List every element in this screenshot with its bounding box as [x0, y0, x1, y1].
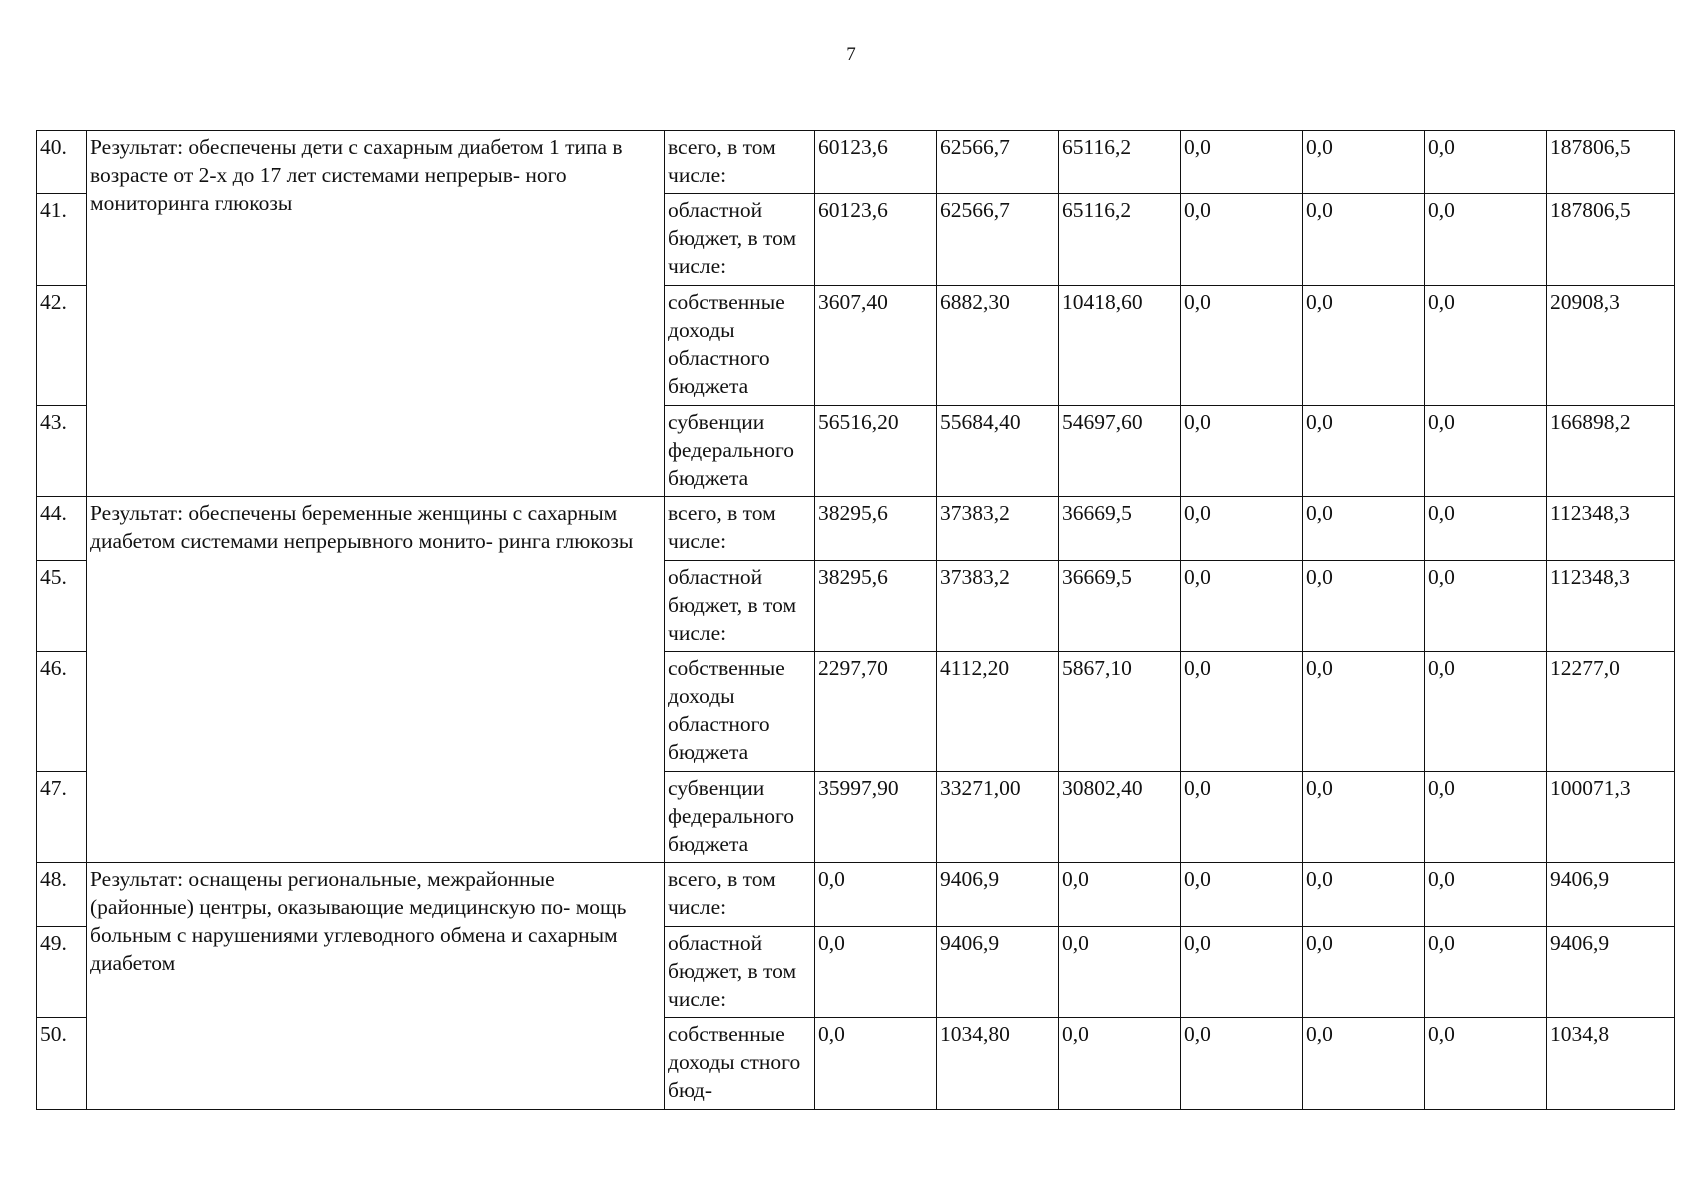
- value-cell: 3607,40: [815, 285, 937, 405]
- value-cell: 38295,6: [815, 497, 937, 560]
- value-cell: 60123,6: [815, 194, 937, 286]
- value-cell: 0,0: [1181, 131, 1303, 194]
- value-cell: 0,0: [1181, 497, 1303, 560]
- value-cell: 0,0: [1425, 771, 1547, 863]
- funding-source: всего, в том числе:: [665, 131, 815, 194]
- value-cell: 0,0: [1425, 560, 1547, 652]
- value-cell: 9406,9: [937, 863, 1059, 926]
- value-cell: 4112,20: [937, 652, 1059, 772]
- page-number: 7: [846, 44, 856, 65]
- funding-source: собственные доходы областного бюджета: [665, 285, 815, 405]
- result-description: Результат: обеспечены дети с сахарным диабетом 1 типа в возрасте от 2-х до 17 лет системами непрерыв- ного мониторинга глюкозы: [87, 131, 665, 497]
- row-number: 45.: [37, 560, 87, 652]
- value-cell: 35997,90: [815, 771, 937, 863]
- value-cell: 6882,30: [937, 285, 1059, 405]
- value-cell: 65116,2: [1059, 194, 1181, 286]
- row-number: 46.: [37, 652, 87, 772]
- result-description: Результат: обеспечены беременные женщины с сахарным диабетом системами непрерывного монито- ринга глюкозы: [87, 497, 665, 863]
- value-cell: 0,0: [1303, 285, 1425, 405]
- total-cell: 100071,3: [1547, 771, 1675, 863]
- value-cell: 65116,2: [1059, 131, 1181, 194]
- value-cell: 0,0: [1425, 285, 1547, 405]
- value-cell: 0,0: [1181, 1018, 1303, 1110]
- total-cell: 166898,2: [1547, 405, 1675, 497]
- value-cell: 0,0: [815, 926, 937, 1018]
- value-cell: 0,0: [1303, 926, 1425, 1018]
- row-number: 50.: [37, 1018, 87, 1110]
- value-cell: 0,0: [1425, 405, 1547, 497]
- value-cell: 37383,2: [937, 497, 1059, 560]
- funding-source: областной бюджет, в том числе:: [665, 926, 815, 1018]
- row-number: 41.: [37, 194, 87, 286]
- budget-table: [36, 130, 1675, 1110]
- value-cell: 0,0: [1181, 771, 1303, 863]
- value-cell: 2297,70: [815, 652, 937, 772]
- value-cell: 0,0: [1181, 652, 1303, 772]
- total-cell: 9406,9: [1547, 926, 1675, 1018]
- row-number: 49.: [37, 926, 87, 1018]
- row-number: 43.: [37, 405, 87, 497]
- funding-source: областной бюджет, в том числе:: [665, 560, 815, 652]
- total-cell: 12277,0: [1547, 652, 1675, 772]
- value-cell: 0,0: [1303, 560, 1425, 652]
- total-cell: 187806,5: [1547, 194, 1675, 286]
- value-cell: 0,0: [1303, 194, 1425, 286]
- table-row: [37, 131, 1675, 194]
- table-row: [37, 863, 1675, 926]
- value-cell: 0,0: [1303, 405, 1425, 497]
- value-cell: 0,0: [1059, 926, 1181, 1018]
- row-number: 42.: [37, 285, 87, 405]
- value-cell: 0,0: [1303, 131, 1425, 194]
- value-cell: 56516,20: [815, 405, 937, 497]
- value-cell: 0,0: [1181, 194, 1303, 286]
- value-cell: 1034,80: [937, 1018, 1059, 1110]
- value-cell: 0,0: [1181, 926, 1303, 1018]
- value-cell: 0,0: [1425, 1018, 1547, 1110]
- total-cell: 1034,8: [1547, 1018, 1675, 1110]
- value-cell: 0,0: [1303, 771, 1425, 863]
- row-number: 47.: [37, 771, 87, 863]
- value-cell: 62566,7: [937, 131, 1059, 194]
- value-cell: 0,0: [815, 863, 937, 926]
- funding-source: субвенции федерального бюджета: [665, 771, 815, 863]
- value-cell: 36669,5: [1059, 497, 1181, 560]
- value-cell: 0,0: [1425, 863, 1547, 926]
- value-cell: 0,0: [1181, 560, 1303, 652]
- value-cell: 0,0: [1181, 863, 1303, 926]
- value-cell: 0,0: [1181, 285, 1303, 405]
- value-cell: 37383,2: [937, 560, 1059, 652]
- value-cell: 0,0: [1425, 194, 1547, 286]
- value-cell: 38295,6: [815, 560, 937, 652]
- value-cell: 0,0: [1059, 863, 1181, 926]
- value-cell: 0,0: [1303, 652, 1425, 772]
- value-cell: 0,0: [1425, 652, 1547, 772]
- funding-source: всего, в том числе:: [665, 497, 815, 560]
- value-cell: 5867,10: [1059, 652, 1181, 772]
- row-number: 40.: [37, 131, 87, 194]
- value-cell: 0,0: [1303, 1018, 1425, 1110]
- value-cell: 0,0: [1059, 1018, 1181, 1110]
- value-cell: 54697,60: [1059, 405, 1181, 497]
- value-cell: 0,0: [1181, 405, 1303, 497]
- funding-source: собственные доходы областного бюджета: [665, 652, 815, 772]
- value-cell: 10418,60: [1059, 285, 1181, 405]
- value-cell: 62566,7: [937, 194, 1059, 286]
- value-cell: 0,0: [1425, 497, 1547, 560]
- result-description: Результат: оснащены региональные, межрайонные (районные) центры, оказывающие медицинскую по- мощь больным с нарушениями углеводного обмена и сахарным диабетом: [87, 863, 665, 1110]
- value-cell: 0,0: [815, 1018, 937, 1110]
- value-cell: 0,0: [1303, 497, 1425, 560]
- funding-source: всего, в том числе:: [665, 863, 815, 926]
- value-cell: 36669,5: [1059, 560, 1181, 652]
- funding-source: собственные доходы стного бюд-: [665, 1018, 815, 1110]
- value-cell: 0,0: [1303, 863, 1425, 926]
- total-cell: 112348,3: [1547, 497, 1675, 560]
- total-cell: 9406,9: [1547, 863, 1675, 926]
- value-cell: 0,0: [1425, 131, 1547, 194]
- total-cell: 20908,3: [1547, 285, 1675, 405]
- value-cell: 0,0: [1425, 926, 1547, 1018]
- value-cell: 30802,40: [1059, 771, 1181, 863]
- value-cell: 9406,9: [937, 926, 1059, 1018]
- value-cell: 55684,40: [937, 405, 1059, 497]
- value-cell: 33271,00: [937, 771, 1059, 863]
- total-cell: 187806,5: [1547, 131, 1675, 194]
- funding-source: субвенции федерального бюджета: [665, 405, 815, 497]
- funding-source: областной бюджет, в том числе:: [665, 194, 815, 286]
- table-row: [37, 497, 1675, 560]
- row-number: 48.: [37, 863, 87, 926]
- total-cell: 112348,3: [1547, 560, 1675, 652]
- row-number: 44.: [37, 497, 87, 560]
- value-cell: 60123,6: [815, 131, 937, 194]
